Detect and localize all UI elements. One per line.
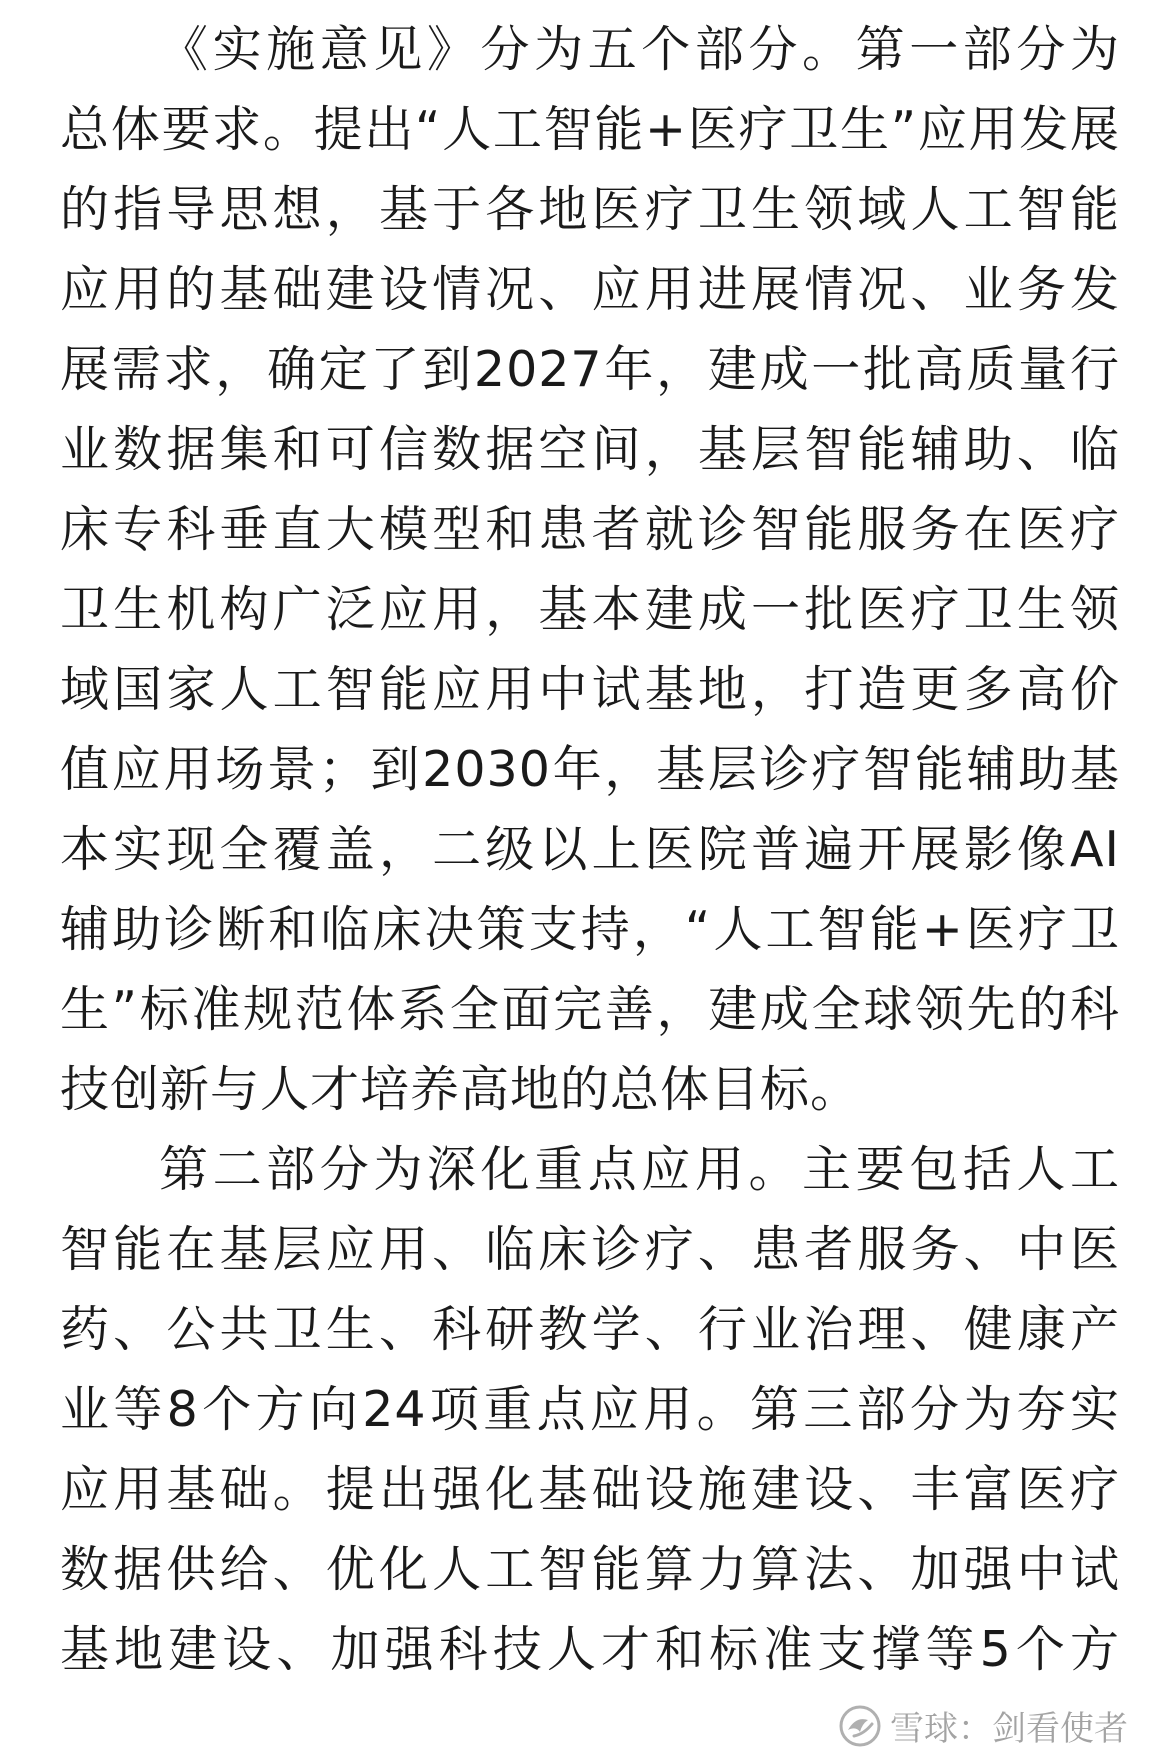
text-line: 辅助诊断和临床决策支持，“人工智能+医疗卫 bbox=[60, 901, 1120, 958]
text-line: 智能在基层应用、临床诊疗、患者服务、中医 bbox=[60, 1221, 1120, 1278]
text-line: 的指导思想，基于各地医疗卫生领域人工智能 bbox=[60, 181, 1120, 238]
watermark bbox=[838, 1701, 1128, 1750]
text-line: 总体要求。提出“人工智能+医疗卫生”应用发展 bbox=[60, 101, 1120, 158]
article-body bbox=[60, 0, 1120, 1690]
text-line: 《实施意见》分为五个部分。第一部分为 bbox=[159, 21, 1120, 78]
text-line: 基地建设、加强科技人才和标准支撑等5个方 bbox=[60, 1621, 1120, 1678]
text-line: 床专科垂直大模型和患者就诊智能服务在医疗 bbox=[60, 501, 1120, 558]
text-line: 卫生机构广泛应用，基本建成一批医疗卫生领 bbox=[60, 581, 1120, 638]
snowball-logo-icon bbox=[838, 1704, 882, 1748]
text-line: 域国家人工智能应用中试基地，打造更多高价 bbox=[60, 661, 1120, 718]
text-line: 技创新与人才培养高地的总体目标。 bbox=[60, 1061, 861, 1118]
paragraph-1 bbox=[60, 10, 1120, 1130]
text-line: 应用基础。提出强化基础设施建设、丰富医疗 bbox=[60, 1461, 1120, 1518]
text-line: 应用的基础建设情况、应用进展情况、业务发 bbox=[60, 261, 1120, 318]
text-line: 药、公共卫生、科研教学、行业治理、健康产 bbox=[60, 1301, 1120, 1358]
text-line: 本实现全覆盖，二级以上医院普遍开展影像AI bbox=[60, 821, 1120, 878]
text-line: 生”标准规范体系全面完善，建成全球领先的科 bbox=[60, 981, 1120, 1038]
text-line: 第二部分为深化重点应用。主要包括人工 bbox=[159, 1141, 1120, 1198]
text-line: 展需求，确定了到2027年，建成一批高质量行 bbox=[60, 341, 1120, 398]
text-line: 数据供给、优化人工智能算力算法、加强中试 bbox=[60, 1541, 1120, 1598]
text-line: 业等8个方向24项重点应用。第三部分为夯实 bbox=[60, 1381, 1120, 1438]
watermark-text: 雪球：剑看使者 bbox=[890, 1709, 1128, 1749]
text-line: 业数据集和可信数据空间，基层智能辅助、临 bbox=[60, 421, 1120, 478]
text-line: 值应用场景；到2030年，基层诊疗智能辅助基 bbox=[60, 741, 1120, 798]
paragraph-2 bbox=[60, 1130, 1120, 1690]
